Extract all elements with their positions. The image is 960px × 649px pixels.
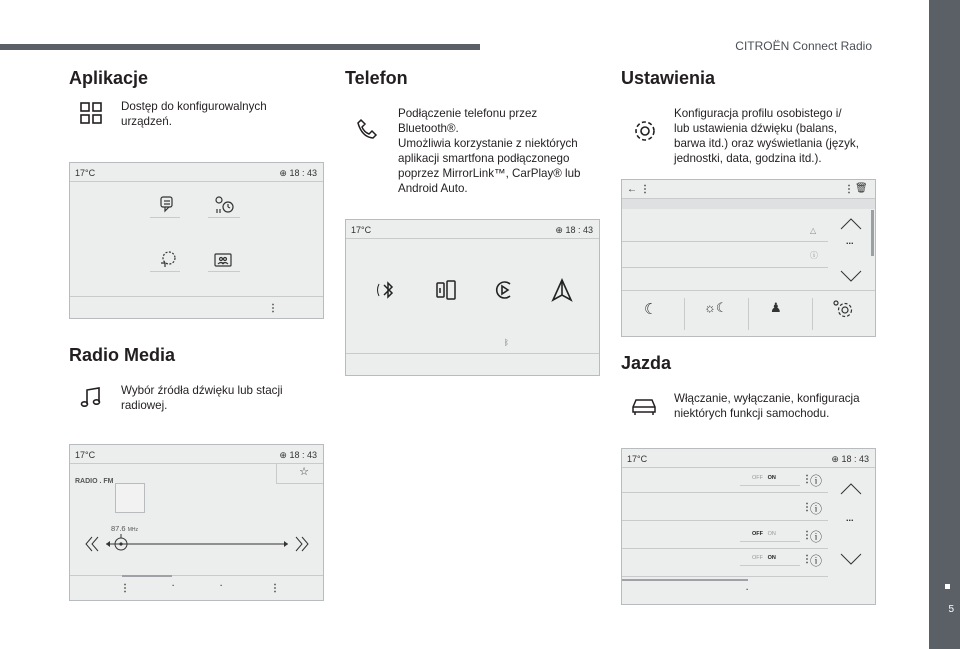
- android-auto-icon[interactable]: [550, 278, 574, 302]
- scroll-position: ...: [846, 513, 854, 523]
- night-mode-icon[interactable]: ☾: [644, 301, 658, 318]
- scroll-position: ...: [846, 236, 854, 246]
- section-title-jazda: Jazda: [621, 353, 672, 373]
- carplay-icon[interactable]: [492, 278, 516, 302]
- warning-icon: △: [810, 226, 817, 235]
- scrollbar[interactable]: [871, 210, 874, 256]
- side-tab: [929, 0, 960, 649]
- car-icon: [630, 396, 658, 416]
- page-indicator: [622, 579, 748, 581]
- source-menu-icon[interactable]: ⋮: [120, 583, 130, 594]
- trash-icon[interactable]: 🗑: [855, 183, 868, 194]
- feature-menu-icon[interactable]: ⋮: [802, 474, 812, 485]
- section-title-ustawienia: Ustawienia: [621, 68, 716, 88]
- page-dot-icon: ·: [220, 581, 223, 590]
- more-menu-icon[interactable]: ⋮: [268, 303, 278, 314]
- settings-screen: [621, 179, 876, 337]
- scroll-down-icon[interactable]: [840, 270, 862, 282]
- gear-icon: [632, 118, 658, 144]
- info-icon[interactable]: ⓘ: [810, 474, 823, 488]
- grid-icon: [80, 102, 102, 124]
- feature-toggle[interactable]: OFF ON: [752, 475, 776, 481]
- info-icon[interactable]: ⓘ: [810, 554, 823, 568]
- driving-screen: 17°C ⊕ 18 : 43 OFF ON ⋮ ⓘ ⋮ ⓘ OFF ON ⋮ ⓘ OFF ON ⋮ ⓘ ... ·: [621, 448, 876, 605]
- connected-apps-icon[interactable]: [158, 195, 178, 215]
- radio-band: RADIO . FM: [75, 478, 114, 485]
- frequency-slider[interactable]: [84, 531, 310, 557]
- page-number: 5: [948, 604, 954, 615]
- info-icon: ⓘ: [810, 251, 818, 260]
- contacts-app-icon[interactable]: [213, 251, 233, 269]
- telefon-description: Podłączenie telefonu przez Bluetooth®. Umożliwia korzystanie z niektórych aplikacji smartfona podłączonego poprzez MirrorLink™, CarPlay® lub Android Auto.: [398, 107, 581, 195]
- more-menu-icon[interactable]: ⋮: [844, 184, 854, 195]
- app-settings-icon[interactable]: [213, 195, 235, 215]
- header-bar: [0, 44, 480, 50]
- profile-icon[interactable]: ♟: [770, 300, 782, 315]
- section-title-telefon: Telefon: [345, 68, 408, 88]
- page-dot-icon: ·: [746, 585, 749, 594]
- preset-indicator: [122, 575, 172, 577]
- radio-screen: 17°C ⊕ 18 : 43 RADIO . FM ☆ 87.6 MHz ⋮ · · ⋮: [69, 444, 324, 601]
- ustawienia-description: Konfiguracja profilu osobistego i/ lub ustawienia dźwięku (balans, barwa itd.) oraz wyświetlania (język, jednostki, data, godzina itd.).: [674, 107, 859, 165]
- settings-menu-icon[interactable]: ⋮: [640, 184, 650, 195]
- station-artwork: [115, 483, 145, 513]
- bluetooth-status-icon: ᛒ: [504, 338, 509, 347]
- bluetooth-icon[interactable]: [376, 278, 400, 302]
- phone-icon: [356, 118, 378, 140]
- scroll-up-icon[interactable]: [840, 483, 862, 495]
- mirrorlink-icon[interactable]: [434, 278, 458, 302]
- feature-toggle[interactable]: OFF ON: [752, 531, 776, 537]
- page-marker: [945, 584, 950, 589]
- phone-screen: 17°C ⊕ 18 : 43 ᛒ: [345, 219, 600, 376]
- back-arrow-icon[interactable]: ←: [627, 184, 637, 195]
- info-icon[interactable]: ⓘ: [810, 530, 823, 544]
- scroll-down-icon[interactable]: [840, 553, 862, 565]
- feature-toggle[interactable]: OFF ON: [752, 555, 776, 561]
- info-icon[interactable]: ⓘ: [810, 502, 823, 516]
- section-title-aplikacje: Aplikacje: [69, 68, 149, 88]
- favorite-star-icon[interactable]: ☆: [299, 466, 309, 478]
- frequency: 87.6 MHz: [111, 524, 138, 533]
- settings-gear-icon[interactable]: [832, 299, 854, 319]
- feature-menu-icon[interactable]: ⋮: [802, 554, 812, 565]
- jazda-description: Włączanie, wyłączanie, konfiguracja niektórych funkcji samochodu.: [674, 392, 860, 420]
- page-dot-icon: ·: [172, 581, 175, 590]
- feature-menu-icon[interactable]: ⋮: [802, 530, 812, 541]
- radio-description: Wybór źródła dźwięku lub stacji radiowej.: [121, 384, 283, 412]
- mirror-apps-icon[interactable]: [158, 249, 178, 269]
- aplikacje-description: Dostęp do konfigurowalnych urządzeń.: [121, 100, 267, 128]
- scroll-up-icon[interactable]: [840, 218, 862, 230]
- feature-menu-icon[interactable]: ⋮: [802, 502, 812, 513]
- apps-screen: 17°C ⊕ 18 : 43 ⋮: [69, 162, 324, 319]
- manual-header: CITROËN Connect Radio: [735, 39, 872, 53]
- section-title-radio: Radio Media: [69, 345, 176, 365]
- brightness-icon[interactable]: ☼☾: [704, 300, 728, 315]
- music-note-icon: [80, 386, 102, 408]
- more-menu-icon[interactable]: ⋮: [270, 583, 280, 594]
